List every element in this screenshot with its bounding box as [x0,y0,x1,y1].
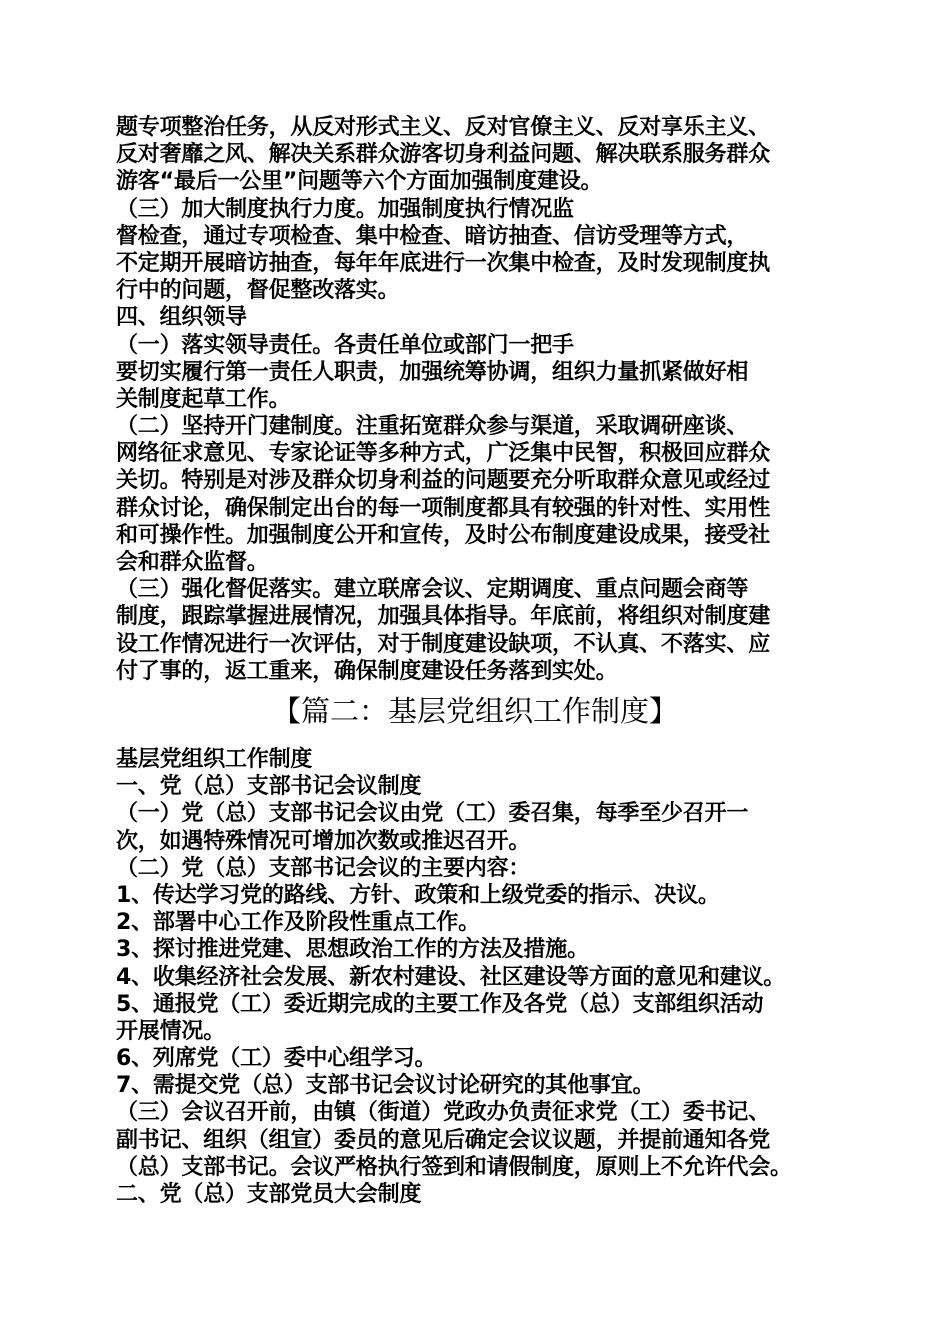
list-item: 7、需提交党（总）支部书记会议讨论研究的其他事宜。 [116,1073,655,1099]
text-line: 题专项整治任务，从反对形式主义、反对官僚主义、反对享乐主义、 [116,115,771,140]
text-line: 游客“最后一公里”问题等六个方面加强制度建设。 [116,169,603,195]
text-line: （一）落实领导责任。各责任单位或部门一把手 [116,332,574,358]
body-text-part-2 [116,746,846,1208]
text-line: （三）加大制度执行力度。加强制度执行情况监 [116,196,574,222]
text-line: 关制度起草工作。 [116,386,291,412]
text-line: 督检查，通过专项检查、集中检查、暗访抽查、信访受理等方式， [116,223,749,249]
text-line: 开展情况。 [116,1018,226,1044]
heading-line: 基层党组织工作制度 [116,747,313,772]
text-line: 行中的问题，督促整改落实。 [116,278,400,304]
list-item: 4、收集经济社会发展、新农村建设、社区建设等方面的意见和建议。 [116,964,786,990]
text-line: （总）支部书记。会议严格执行签到和请假制度，原则上不允许代会。 [116,1154,792,1180]
text-line: 要切实履行第一责任人职责，加强统筹协调，组织力量抓紧做好相 [116,359,749,385]
text-line: （三）强化督促落实。建立联席会议、定期调度、重点问题会商等 [116,577,749,603]
text-line: 和可操作性。加强制度公开和宣传，及时公布制度建设成果，接受社 [116,522,771,548]
text-line: 副书记、组织（组宣）委员的意见后确定会议议题，并提前通知各党 [116,1127,771,1153]
list-item: 5、通报党（工）委近期完成的主要工作及各党（总）支部组织活动 [116,991,764,1017]
text-line: 网络征求意见、专家论证等多种方式，广泛集中民智，积极回应群众 [116,441,771,467]
text-line: 制度，跟踪掌握进展情况，加强具体指导。年底前，将组织对制度建 [116,604,771,630]
list-item: 6、列席党（工）委中心组学习。 [116,1046,437,1072]
body-text-part-1 [116,114,846,685]
text-line: （二）坚持开门建制度。注重拓宽群众参与渠道，采取调研座谈、 [116,414,749,440]
text-line: 付了事的，返工重来，确保制度建设任务落到实处。 [116,658,618,684]
text-line: （二）党（总）支部书记会议的主要内容： [116,855,531,881]
text-line: 反对奢靡之风、解决关系群众游客切身利益问题、解决联系服务群众 [116,142,771,168]
text-line: 次，如遇特殊情况可增加次数或推迟召开。 [116,828,531,854]
text-line: 设工作情况进行一次评估，对于制度建设缺项，不认真、不落实、应 [116,631,771,657]
list-item: 1、传达学习党的路线、方针、政策和上级党委的指示、决议。 [116,882,720,908]
section-title: 【篇二：基层党组织工作制度】 [271,694,678,728]
text-line: （三）会议召开前，由镇（街道）党政办负责征求党（工）委书记、 [116,1100,771,1126]
text-line: 关切。特别是对涉及群众切身利益的问题要充分听取群众意见或经过 [116,468,771,494]
heading-line: 一、党（总）支部书记会议制度 [116,774,422,800]
list-item: 2、部署中心工作及阶段性重点工作。 [116,910,480,936]
heading-line: 四、组织领导 [116,305,247,331]
list-item: 3、探讨推进党建、思想政治工作的方法及措施。 [116,937,589,963]
heading-line: 二、党（总）支部党员大会制度 [116,1182,422,1207]
text-line: 会和群众监督。 [116,550,269,575]
text-line: （一）党（总）支部书记会议由党（工）委召集，每季至少召开一 [116,801,749,827]
text-line: 群众讨论，确保制定出台的每一项制度都具有较强的针对性、实用性 [116,495,771,521]
text-line: 不定期开展暗访抽查，每年年底进行一次集中检查，及时发现制度执 [116,250,771,276]
